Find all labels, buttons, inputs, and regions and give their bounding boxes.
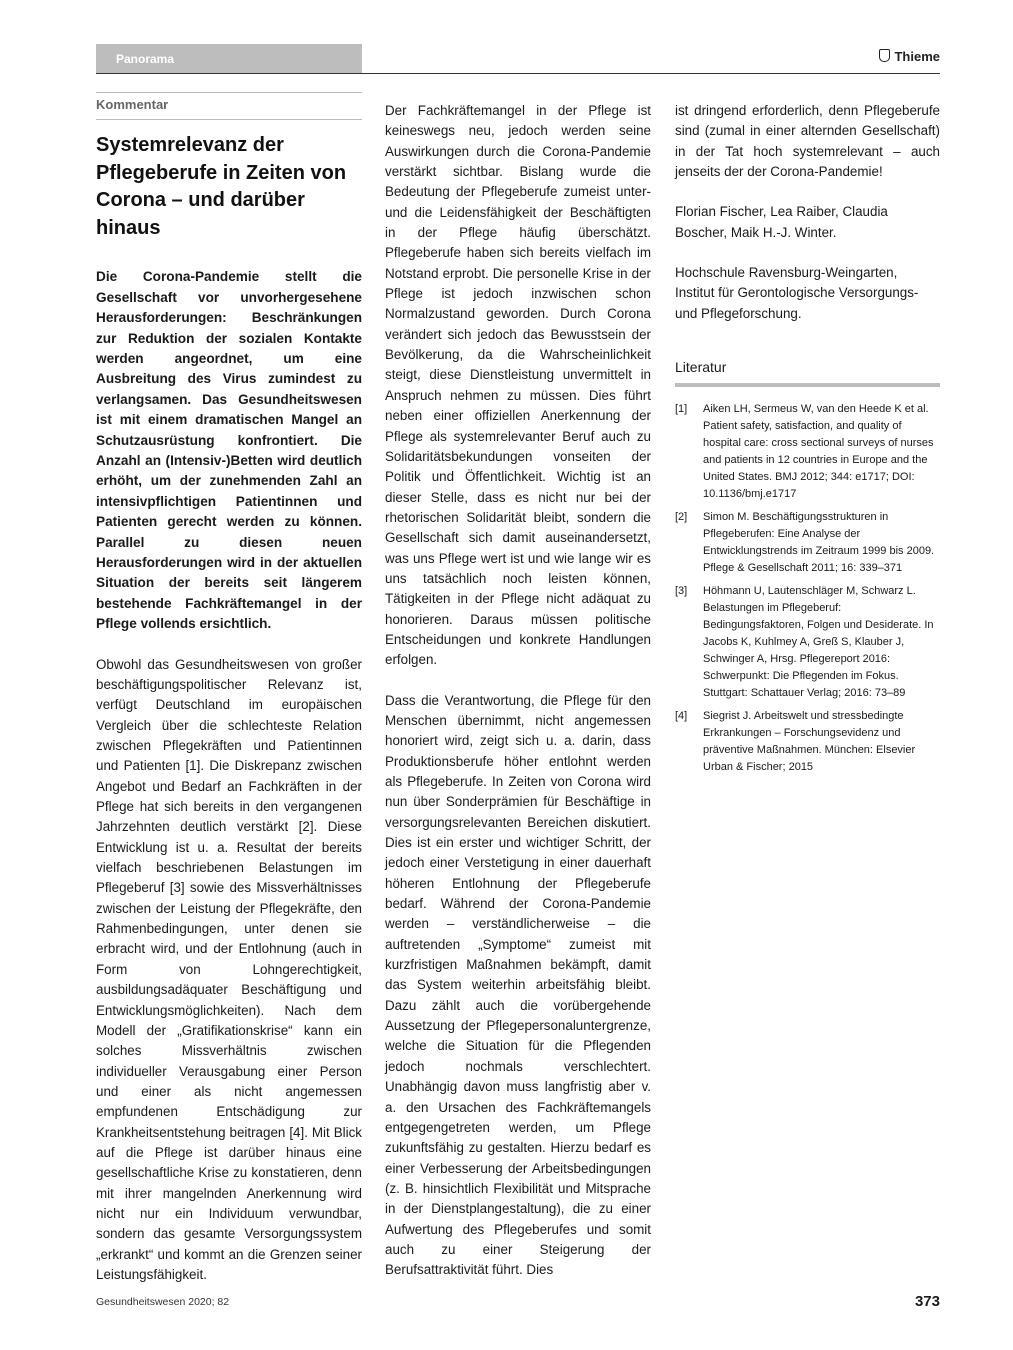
publisher-logo: [879, 49, 940, 64]
reference-number: [1]: [675, 403, 688, 416]
reference-list: [675, 401, 940, 776]
section-tab: Panorama: [96, 44, 362, 74]
journal-citation: Gesundheitswesen 2020; 82: [96, 1296, 230, 1308]
body-paragraph-4: ist dringend erforderlich, denn Pflegeberufe sind (zumal in einer alternden Gesellschaft) in der Tat hoch systemrelevant – auch jenseits der der Corona-Pandemie!: [675, 103, 940, 180]
reference-text: Simon M. Beschäftigungsstrukturen in Pflegeberufen: Eine Analyse der Entwicklungstrends im Zeitraum 1999 bis 2009. Pflege & Gesellschaft 2011; 16: 339–371: [703, 511, 935, 575]
header-rule: [96, 73, 940, 74]
reference-item: [675, 509, 940, 577]
reference-number: [2]: [675, 511, 688, 524]
reference-number: [4]: [675, 710, 688, 723]
reference-text: Höhmann U, Lautenschläger M, Schwarz L. Belastungen im Pflegeberuf: Bedingungsfaktoren, Folgen und Desiderate. In Jacobs K, Kuhlmey A, Greß S, Klauber J, Schwinger A, Hrsg. Pflegereport 2016: Schwerpunkt: Die Pflegenden im Fokus. Stuttgart: Schattauer Verlag; 2016: 73–89: [703, 585, 934, 700]
reference-text: Aiken LH, Sermeus W, van den Heede K et al. Patient safety, satisfaction, and quality of hospital care: cross sectional surveys of nurses and patients in 12 countries in Europe and the United States. BMJ 2012; 344: e1717; DOI: 10.1136/bmj.e1717: [703, 403, 934, 501]
reference-item: [675, 401, 940, 503]
reference-item: [675, 708, 940, 776]
literature-heading: Literatur: [675, 357, 940, 387]
thieme-shield-icon: [879, 49, 890, 62]
author-affiliation: Hochschule Ravensburg-Weingarten, Institut für Gerontologische Versorgungs- und Pflegeforschung.: [675, 265, 919, 321]
reference-text: Siegrist J. Arbeitswelt und stressbedingte Erkrankungen – Forschungsevidenz und präventive Maßnahmen. München: Elsevier Urban & Fischer; 2015: [703, 710, 916, 774]
author-list: Florian Fischer, Lea Raiber, Claudia Boscher, Maik H.-J. Winter.: [675, 204, 888, 240]
article-category: Kommentar: [96, 92, 362, 120]
body-paragraph-3: Dass die Verantwortung, die Pflege für den Menschen übernimmt, nicht angemessen honoriert wird, zeigt sich u. a. darin, dass Produktionsberufe höher entlohnt werden als Pflegeberufe. In Zeiten von Corona wird nun über Sonderprämien für Beschäftige in versorgungsrelevanten Bereichen diskutiert. Dies ist ein erster und wichtiger Schritt, der jedoch einer Verstetigung in einer dauerhaft höheren Entlohnung der Pflegeberufe bedarf. Während der Corona-Pandemie werden – verständlicherweise – die auftretenden „Symptome“ zumeist mit kurzfristigen Maßnahmen bekämpft, damit das System weiterhin arbeitsfähig bleibt. Dazu zählt auch die vorübergehende Aussetzung der Pflegepersonaluntergrenze, welche die Situation für die Pflegenden jedoch nochmals verschlechtert. Unabhängig davon muss langfristig aber v. a. den Ursachen des Fachkräftemangels entgegengetreten werden, um Pflege zukunftsfähig zu gestalten. Hierzu bedarf es einer Verbesserung der Arbeitsbedingungen (z. B. hinsichtlich Flexibilität und Mitsprache in der Dienstplangestaltung), die zu einer Aufwertung des Pflegeberufes und somit auch zu einer Steigerung der Berufsattraktivität führt. Dies: [385, 692, 651, 1278]
page-number: 373: [914, 1293, 940, 1310]
article-lead: Die Corona-Pandemie stellt die Gesellschaft vor unvorhergesehene Herausforderungen: Beschränkungen zur Reduktion der sozialen Kontakte werden angeordnet, um eine Ausbreitung des Virus zumindest zu verlangsamen. Das Gesundheitswesen ist mit einem dramatischen Mangel an Schutzausrüstung konfrontiert. Die Anzahl an (Intensiv-)Betten wird deutlich erhöht, um der zunehmenden Zahl an intensivpflichtigen Patientinnen und Patienten gerecht werden zu können. Parallel zu diesen neuen Herausforderungen wird in der aktuellen Situation der bereits seit längerem bestehende Fachkräftemangel in der Pflege vollends ersichtlich.: [96, 269, 362, 632]
reference-number: [3]: [675, 585, 688, 598]
column-2: [385, 101, 651, 1281]
column-1: [96, 92, 362, 1285]
column-3: [675, 101, 940, 782]
body-paragraph-1: Obwohl das Gesundheitswesen von großer beschäftigungspolitischer Relevanz ist, verfügt Deutschland im europäischen Vergleich über die schlechteste Relation zwischen Pflegekräften und Patientinnen und Patienten [1]. Die Diskrepanz zwischen Angebot und Bedarf an Fachkräften in der Pflege hat sich bereits in den vergangenen Jahrzehnten deutlich verstärkt [2]. Diese Entwicklung ist u. a. Resultat der bereits vielfach beschriebenen Belastungen im Pflegeberuf [3] sowie des Missverhältnisses zwischen der Leistung der Pflegekräfte, den Rahmenbedingungen, unter denen sie erbracht wird, und der Entlohnung (auch in Form von Lohngerechtigkeit, ausbildungsadäquater Beschäftigung und Entwicklungsmöglichkeiten). Nach dem Modell der „Gratifikationskrise“ kann ein solches Missverhältnis zwischen individueller Verausgabung einer Person und einer als nicht angemessen empfundenen Entschädigung zur Krankheitsentstehung beitragen [4]. Mit Blick auf die Pflege ist darüber hinaus eine gesellschaftliche Krise zu konstatieren, denn mit ihrer mangelnden Anerkennung wird nicht nur ein Individuum verwundbar, sondern das gesamte Versorgungssystem „erkrankt“ und kommt an die Grenzen seiner Leistungsfähigkeit.: [96, 656, 362, 1282]
reference-item: [675, 583, 940, 702]
article-title: Systemrelevanz der Pflegeberufe in Zeiten von Corona – und darüber hinaus: [96, 134, 347, 239]
publisher-name: Thieme: [894, 49, 940, 64]
body-paragraph-2: Der Fachkräftemangel in der Pflege ist keineswegs neu, jedoch werden seine Auswirkungen durch die Corona-Pandemie verstärkt sichtbar. Bislang wurde die Bedeutung der Pflegeberufe zumeist unter- und die Leidensfähigkeit der Beschäftigten in der Pflege häufig überschätzt. Pflegeberufe haben sich bereits vielfach im Notstand erprobt. Die personelle Krise in der Pflege ist jedoch inzwischen schon Normalzustand geworden. Durch Corona verändert sich jedoch das Bewusstsein der Bevölkerung, da die Wahrscheinlichkeit steigt, diese Dienstleistung unvermittelt in Anspruch nehmen zu müssen. Dies führt neben einer offiziellen Anerkennung der Pflege als systemrelevanter Beruf auch zu Solidaritätsbekundungen vonseiten der Politik und Öffentlichkeit. Wichtig ist an dieser Stelle, dass es nicht nur bei der rhetorischen Solidarität bleibt, sondern die Gesellschaft sich damit auseinandersetzt, was uns Pflege wert ist und wie lange wir es uns tatsächlich noch leisten können, Tätigkeiten in der Pflege nicht adäquat zu honorieren. Daraus müssen politische Entscheidungen und konkrete Handlungen erfolgen.: [385, 103, 651, 668]
